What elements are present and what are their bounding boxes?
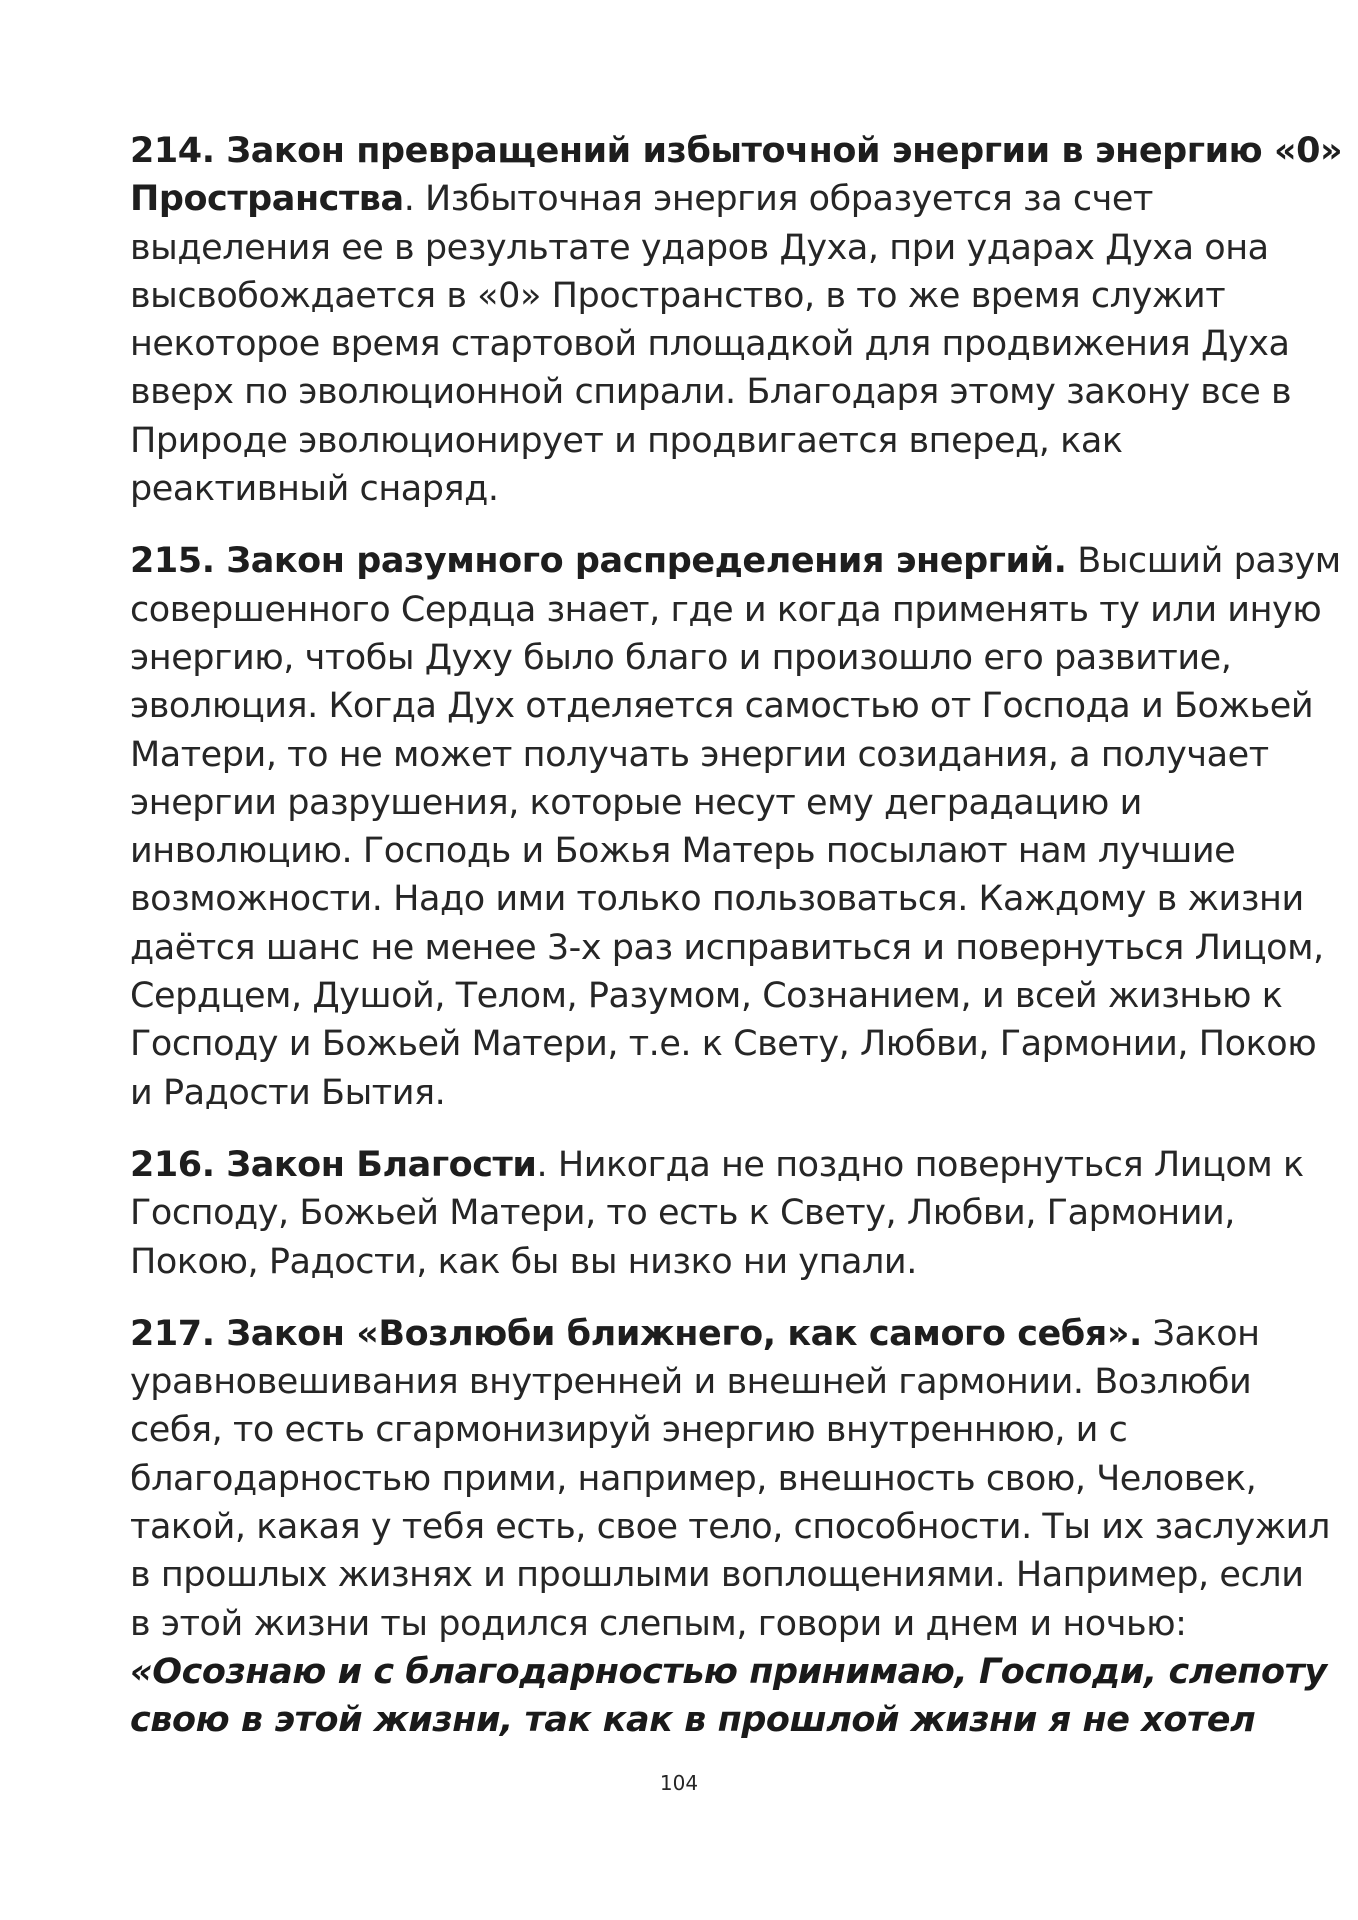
body-text: Закон (1141, 1313, 1260, 1354)
body-text: благодарностью прими, например, внешность свою, Человек, (130, 1458, 1257, 1499)
law-heading: 216. Закон Благости (130, 1144, 537, 1185)
body-text: реактивный снаряд. (130, 469, 499, 510)
law-heading: Пространства (130, 179, 404, 220)
emphasis-text: «Осознаю и с благодарностью принимаю, Господи, слепоту (130, 1651, 1327, 1692)
page-number: 104 (659, 1771, 699, 1795)
body-text: в этой жизни ты родился слепым, говори и днем и ночью: (130, 1603, 1187, 1644)
text-line (130, 1069, 1240, 1117)
body-text: эволюция. Когда Дух отделяется самостью от Господа и Божьей (130, 686, 1314, 727)
text-line (130, 779, 1240, 827)
body-text: даётся шанс не менее 3-х раз исправиться и повернуться Лицом, (130, 927, 1324, 968)
text-line (130, 127, 1343, 175)
text-line (130, 731, 1269, 779)
text-line (130, 1455, 1257, 1503)
body-text: Сердцем, Душой, Телом, Разумом, Сознанием, и всей жизнью к (130, 976, 1283, 1017)
paragraph (130, 1310, 1330, 1745)
law-heading: 214. Закон превращений избыточной энергии в энергию «0» (130, 131, 1343, 171)
body-text: уравновешивания внутренней и внешней гармонии. Возлюби (130, 1362, 1252, 1403)
document-body (130, 127, 1343, 1769)
text-line (130, 1503, 1330, 1551)
paragraph (130, 127, 1343, 513)
text-line (130, 972, 1283, 1020)
paragraph (130, 1141, 1304, 1286)
text-line (130, 875, 1304, 923)
text-line (130, 1141, 1304, 1189)
text-line (130, 1020, 1317, 1068)
body-text: . Избыточная энергия образуется за счет (403, 179, 1153, 220)
text-line (130, 537, 1341, 585)
text-line (130, 1189, 1240, 1237)
text-line (130, 586, 1322, 634)
text-line (130, 1310, 1260, 1358)
law-heading: 217. Закон «Возлюби ближнего, как самого себя». (130, 1313, 1142, 1354)
text-line (130, 320, 1290, 368)
body-text: совершенного Сердца знает, где и когда применять ту или иную (130, 589, 1322, 630)
text-line (130, 175, 1240, 223)
body-text: инволюцию. Господь и Божья Матерь посылают нам лучшие (130, 831, 1236, 872)
body-text: энергию, чтобы Духу было благо и произошло его развитие, (130, 637, 1232, 678)
text-line (130, 417, 1240, 465)
text-line (130, 368, 1292, 416)
text-line (130, 634, 1240, 682)
body-text: энергии разрушения, которые несут ему деградацию и (130, 782, 1142, 823)
body-text: вверх по эволюционной спирали. Благодаря этому закону все в (130, 372, 1292, 413)
text-line (130, 1358, 1252, 1406)
text-line (130, 1648, 1327, 1696)
text-line (130, 827, 1240, 875)
body-text: Господу, Божьей Матери, то есть к Свету, Любви, Гармонии, (130, 1193, 1235, 1234)
body-text: Матери, то не может получать энергии созидания, а получает (130, 734, 1269, 775)
body-text: в прошлых жизнях и прошлыми воплощениями. Например, если (130, 1555, 1304, 1596)
paragraph (130, 537, 1341, 1117)
body-text: Покою, Радости, как бы вы низко ни упали. (130, 1241, 917, 1282)
text-line (130, 1600, 1240, 1648)
text-line (130, 682, 1314, 730)
text-line (130, 1406, 1240, 1454)
body-text: возможности. Надо ими только пользоваться. Каждому в жизни (130, 879, 1304, 920)
body-text: себя, то есть сгармонизируй энергию внутреннюю, и с (130, 1410, 1128, 1451)
body-text: выделения ее в результате ударов Духа, при ударах Духа она (130, 227, 1269, 268)
body-text: некоторое время стартовой площадкой для продвижения Духа (130, 324, 1290, 365)
text-line (130, 1696, 1256, 1744)
body-text: и Радости Бытия. (130, 1072, 446, 1113)
body-text: такой, какая у тебя есть, свое тело, способности. Ты их заслужил (130, 1507, 1330, 1548)
emphasis-text: свою в этой жизни, так как в прошлой жизни я не хотел (130, 1700, 1256, 1741)
text-line (130, 224, 1269, 272)
body-text: Господу и Божьей Матери, т.е. к Свету, Любви, Гармонии, Покою (130, 1024, 1317, 1065)
text-line (130, 1238, 1240, 1286)
text-line (130, 272, 1240, 320)
body-text: Высший разум (1066, 541, 1341, 582)
text-line (130, 1551, 1304, 1599)
text-line (130, 924, 1324, 972)
law-heading: 215. Закон разумного распределения энергий. (130, 541, 1067, 582)
body-text: высвобождается в «0» Пространство, в то же время служит (130, 275, 1226, 316)
body-text: . Никогда не поздно повернуться Лицом к (536, 1144, 1304, 1185)
text-line (130, 465, 1240, 513)
body-text: Природе эволюционирует и продвигается вперед, как (130, 420, 1123, 461)
